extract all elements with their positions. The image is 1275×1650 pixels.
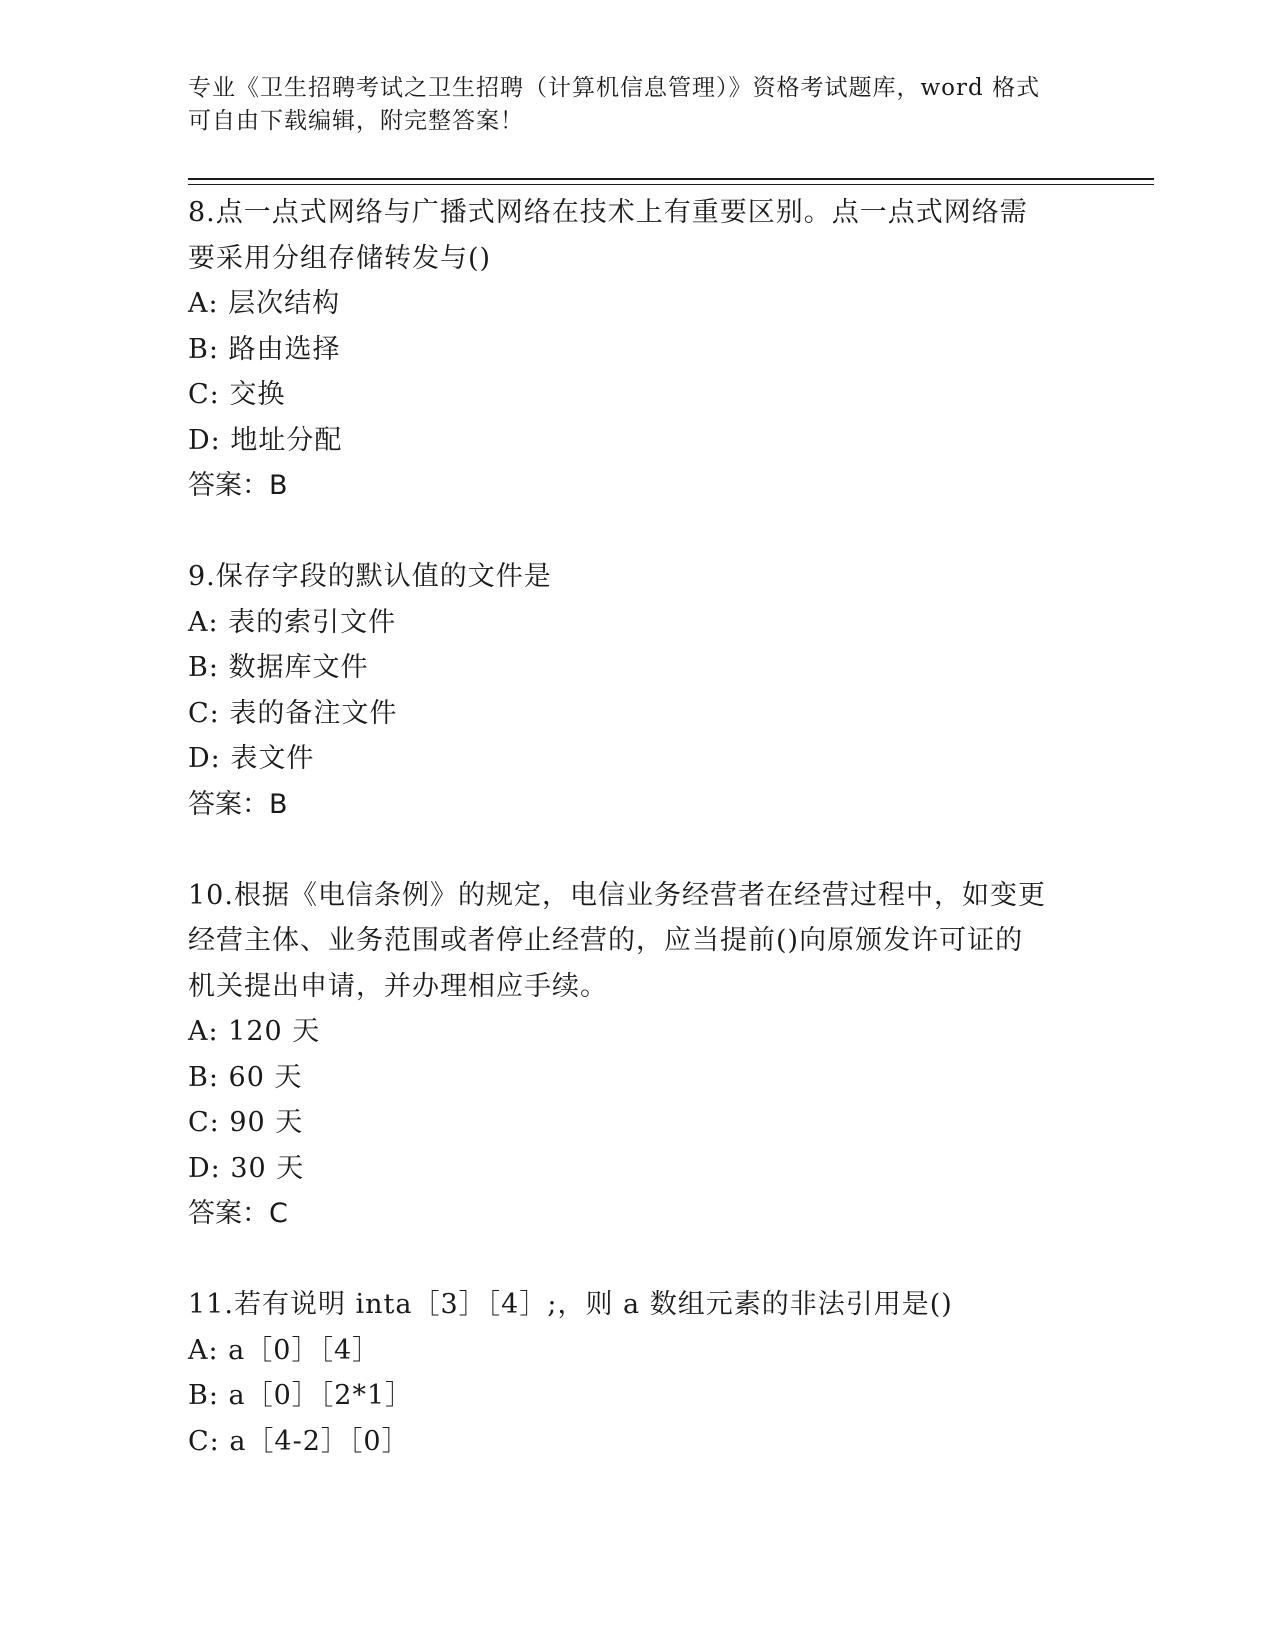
option-c: C: a［4-2］［0］ bbox=[188, 1425, 410, 1457]
question-stem-line: 机关提出申请，并办理相应手续。 bbox=[188, 970, 608, 1002]
question-list bbox=[188, 190, 1088, 1464]
option-c: C: 交换 bbox=[188, 379, 286, 410]
option-d: D: 表文件 bbox=[188, 743, 315, 774]
question-stem-line: 11.若有说明 inta［3］［4］;，则 a 数组元素的非法引用是() bbox=[188, 1289, 953, 1320]
option-a: A: a［0］［4］ bbox=[188, 1334, 381, 1366]
option-d: D: 30 天 bbox=[188, 1152, 305, 1184]
option-a: A: 120 天 bbox=[188, 1016, 321, 1047]
question-8 bbox=[188, 190, 1088, 554]
option-b: B: a［0］［2*1］ bbox=[188, 1380, 414, 1411]
question-spacer bbox=[188, 827, 1088, 873]
option-b: B: 路由选择 bbox=[188, 333, 341, 365]
question-10 bbox=[188, 873, 1088, 1283]
header-divider-thin bbox=[188, 184, 1154, 185]
header-line-2: 可自由下载编辑，附完整答案！ bbox=[188, 108, 524, 134]
option-a: A: 表的索引文件 bbox=[188, 606, 397, 638]
header-line-1: 专业《卫生招聘考试之卫生招聘（计算机信息管理）》资格考试题库，word 格式 bbox=[188, 75, 1041, 101]
answer-label: 答案：C bbox=[188, 1198, 288, 1229]
option-b: B: 60 天 bbox=[188, 1061, 303, 1093]
document-header bbox=[188, 72, 1068, 138]
question-stem-line: 10.根据《电信条例》的规定，电信业务经营者在经营过程中，如变更 bbox=[188, 879, 1046, 911]
question-9 bbox=[188, 554, 1088, 873]
answer-label: 答案：B bbox=[188, 788, 288, 820]
option-b: B: 数据库文件 bbox=[188, 652, 369, 683]
option-c: C: 90 天 bbox=[188, 1107, 304, 1138]
question-stem-line: 要采用分组存储转发与() bbox=[188, 242, 492, 274]
question-stem-line: 8.点一点式网络与广播式网络在技术上有重要区别。点一点式网络需 bbox=[188, 197, 1028, 228]
option-a: A: 层次结构 bbox=[188, 288, 341, 319]
header-divider-thick bbox=[188, 178, 1154, 180]
question-spacer bbox=[188, 1237, 1088, 1283]
option-d: D: 地址分配 bbox=[188, 424, 343, 456]
option-c: C: 表的备注文件 bbox=[188, 697, 398, 729]
question-11 bbox=[188, 1282, 1088, 1464]
answer-label: 答案：B bbox=[188, 470, 288, 501]
question-spacer bbox=[188, 509, 1088, 555]
question-stem-line: 9.保存字段的默认值的文件是 bbox=[188, 561, 552, 592]
question-stem-line: 经营主体、业务范围或者停止经营的，应当提前()向原颁发许可证的 bbox=[188, 925, 1024, 956]
